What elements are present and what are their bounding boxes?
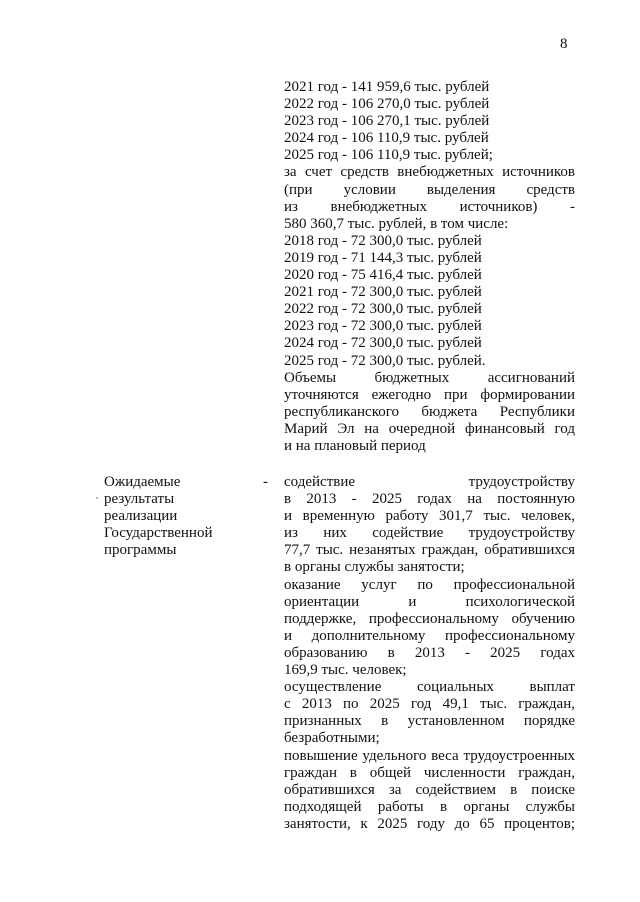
results-text — [284, 474, 575, 833]
result-line: занятости, к 2025 году до 65 процентов; — [284, 815, 575, 832]
result-line: и дополнительному профессиональному — [284, 627, 575, 644]
extrabudget-line: из внебюджетных источников) - — [284, 198, 575, 215]
funding-line: 2022 год - 106 270,0 тыс. рублей — [284, 96, 490, 113]
note-line: республиканского бюджета Республики — [284, 403, 575, 420]
result-line: из них содействие трудоустройству — [284, 525, 575, 542]
extrabudget-year-line: 2021 год - 72 300,0 тыс. рублей — [284, 284, 482, 301]
result-line: в 2013 - 2025 годах на постоянную — [284, 491, 575, 508]
results-dash: - — [263, 474, 268, 490]
extrabudget-line: за счет средств внебюджетных источников — [284, 164, 575, 181]
result-line: 169,9 тыс. человек; — [284, 662, 407, 679]
funding-line: 2025 год - 106 110,9 тыс. рублей; — [284, 147, 493, 164]
result-line: безработными; — [284, 730, 380, 747]
result-line: граждан в общей численности граждан, — [284, 764, 575, 781]
result-line: 77,7 тыс. незанятых граждан, обратившихся — [284, 542, 575, 559]
page-number: 8 — [560, 36, 568, 52]
results-label-line: Ожидаемые — [104, 474, 181, 490]
results-label-line: результаты — [104, 491, 175, 508]
results-label-line: программы — [104, 542, 177, 559]
result-line: ориентации и психологической — [284, 593, 575, 610]
extrabudget-year-line: 2025 год - 72 300,0 тыс. рублей. — [284, 352, 486, 369]
extrabudget-total: 580 360,7 тыс. рублей, в том числе: — [284, 215, 509, 232]
scan-speck — [96, 497, 98, 499]
results-label-line: Государственной — [104, 525, 213, 542]
result-line: содействие трудоустройству — [284, 474, 575, 490]
extrabudget-year-line: 2024 год - 72 300,0 тыс. рублей — [284, 335, 482, 352]
result-line: поддержке, профессиональному обучению — [284, 610, 575, 627]
extrabudget-year-line: 2019 год - 71 144,3 тыс. рублей — [284, 249, 482, 266]
result-line: подходящей работы в органы службы — [284, 798, 575, 815]
result-line: оказание услуг по профессиональной — [284, 576, 575, 593]
note-line: уточняются ежегодно при формировании — [284, 386, 575, 403]
note-line: Марий Эл на очередной финансовый год — [284, 420, 575, 437]
funding-line: 2021 год - 141 959,6 тыс. рублей — [284, 79, 490, 95]
extrabudget-year-line: 2023 год - 72 300,0 тыс. рублей — [284, 318, 482, 335]
extrabudget-year-line: 2022 год - 72 300,0 тыс. рублей — [284, 301, 482, 318]
funding-line: 2023 год - 106 270,1 тыс. рублей — [284, 113, 490, 130]
results-label — [104, 474, 244, 559]
result-line: обратившихся за содействием в поиске — [284, 781, 575, 798]
extrabudget-line: (при условии выделения средств — [284, 181, 575, 198]
result-line: признанных в установленном порядке — [284, 713, 575, 730]
result-line: с 2013 по 2025 год 49,1 тыс. граждан, — [284, 696, 575, 713]
results-label-line: реализации — [104, 508, 178, 525]
note-line: и на плановый период — [284, 437, 426, 454]
note-line: Объемы бюджетных ассигнований — [284, 369, 575, 386]
result-line: образованию в 2013 - 2025 годах — [284, 644, 575, 661]
extrabudget-year-line: 2018 год - 72 300,0 тыс. рублей — [284, 232, 482, 249]
funding-line: 2024 год - 106 110,9 тыс. рублей — [284, 130, 489, 147]
extrabudget-year-line: 2020 год - 75 416,4 тыс. рублей — [284, 267, 482, 284]
result-line: и временную работу 301,7 тыс. человек, — [284, 508, 575, 525]
result-line: осуществление социальных выплат — [284, 679, 575, 696]
result-line: в органы службы занятости; — [284, 559, 465, 576]
funding-text — [284, 79, 575, 455]
result-line: повышение удельного веса трудоустроенных — [284, 747, 575, 764]
